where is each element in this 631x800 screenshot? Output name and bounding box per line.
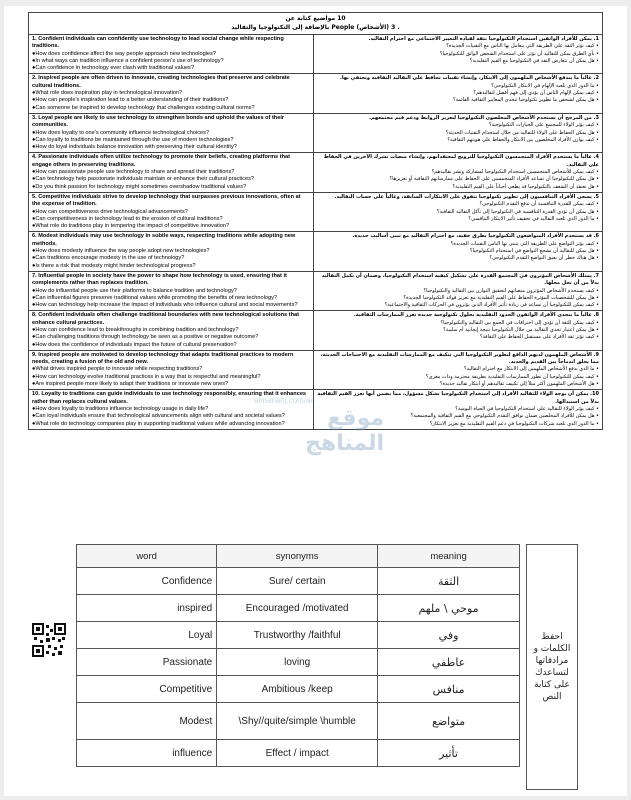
- topic-question-arabic: • كيف يؤثر الولاء للمجتمع على الخيارات التكنولوجية؟: [488, 122, 599, 129]
- topic-question-arabic: • كيف يمكن للأشخاص المتحمسين استخدام التكنولوجيا لمشاركة ونشر تقاليدهم؟: [431, 169, 599, 176]
- topic-statement: 6. Modest individuals may use technology in subtle ways, respecting traditions while adopting new methods.: [32, 233, 296, 247]
- topic-statement: 8. Confident individuals often challenge traditional boundaries with new technological solutions that enhance cultural practices.: [32, 312, 299, 326]
- vocab-synonyms: Sure/ certain: [217, 568, 378, 595]
- topic-question-arabic: • كيف يوازن الأفراد المخلصون بين الابتكار والحفاظ على هويتهم الثقافية؟: [447, 136, 599, 143]
- topic-question-arabic: • هل يمكن أن تؤدي القدرة التنافسية في التكنولوجيا إلى تآكل التقاليد الثقافية؟: [436, 208, 599, 215]
- vocab-synonyms: Trustworthy /faithful: [217, 622, 378, 649]
- topic-statement-arabic: 9. الأشخاص الملهمون لديهم الدافع لتطوير التكنولوجيا التي تتكيف مع الممارسات التقليدية مع الاحتياجات الحديثة، مما يخلق اندماجاً بين القديم والجديد.: [320, 351, 599, 366]
- vocabulary-table: [76, 544, 520, 767]
- topic-question-arabic: • هل هناك خطر أن يعيق التواضع التقدم التكنولوجي؟: [489, 255, 599, 262]
- vocab-word: Loyal: [77, 622, 217, 649]
- topic-statement-arabic: 7. يمتلك الأشخاص المؤثرون في المجتمع القدرة على تشكيل كيفية استخدام التكنولوجيا، وضمان أن تكمل التقاليد بدلاً من أن تحل محلها.: [321, 272, 599, 287]
- vocab-meaning: عاطفي: [378, 649, 520, 676]
- topic-english-cell: [29, 390, 314, 428]
- topic-arabic-cell: [314, 351, 602, 389]
- vocab-meaning: الثقة: [378, 568, 520, 595]
- topic-question: ●What role do traditions play in tempering the impact of competitive innovation?: [32, 223, 230, 230]
- topic-question: ●Can loyalty to traditions be maintained through the use of modern technologies?: [32, 136, 234, 143]
- topic-english-cell: [29, 35, 314, 73]
- topic-arabic-cell: [314, 272, 602, 310]
- topic-row: [29, 232, 602, 271]
- topic-question: ●Can influential figures preserve traditional values while promoting the benefits of new technology?: [32, 294, 277, 301]
- topic-english-cell: [29, 232, 314, 270]
- topic-row: [29, 74, 602, 113]
- topic-statement: 2. Inspired people are often driven to innovate, creating technologies that preserve and celebrate cultural traditions.: [32, 75, 290, 89]
- topic-question-arabic: • هل يمكن للتقاليد أن تشجع التواضع في استخدام التكنولوجيا؟: [469, 248, 599, 255]
- topic-statement: 10. Loyalty to traditions can guide individuals to use technology responsibly, ensuring that it enhances rather than replaces cultural values.: [32, 391, 307, 405]
- topic-statement: 9. Inspired people are motivated to develop technology that adapts traditional practices to modern needs, creating a fusion of the old and new.: [32, 351, 294, 366]
- vocab-synonyms: \Shy//quite/simple \humble: [217, 703, 378, 740]
- topic-english-cell: [29, 153, 314, 191]
- memorize-note-box: [526, 544, 578, 790]
- vocab-row: [77, 568, 520, 595]
- topic-question-arabic: • هل الأشخاص الملهمون أكثر ميلاً إلى تكييف تقاليدهم أو ابتكار تقاليد جديدة؟: [439, 381, 599, 388]
- topic-statement-arabic: 8. غالباً ما يتحدى الأفراد الواثقون الحدود التقليدية بحلول تكنولوجية جديدة تعزز الممارسات الثقافية.: [353, 312, 599, 319]
- title-line-1: 10 مواضيع كتابة عن: [285, 15, 346, 22]
- topic-question: ●Can challenging traditions through technology be seen as a positive or negative outcome?: [32, 334, 259, 341]
- topic-english-cell: [29, 74, 314, 112]
- topic-question-arabic: • كيف يمكن لإلهام الناس أن يؤدي إلى فهم أفضل لتقاليدهم؟: [473, 90, 599, 97]
- topic-question-arabic: • هل يمكن اعتبار تحدي التقاليد من خلال التكنولوجيا نتيجة إيجابية أم سلبية؟: [443, 326, 599, 333]
- vocab-meaning: منافس: [378, 676, 520, 703]
- vocab-word: inspired: [77, 595, 217, 622]
- topic-question-arabic: • كيف يمكن للتكنولوجيا أن تطور الممارسات التقليدية بطريقة محترمة وذات مغزى؟: [425, 373, 599, 380]
- topic-statement-arabic: 10. يمكن أن يوجه الولاء للتقاليد الأفراد إلى استخدام التكنولوجيا بشكل مسؤول، مما يضمن أنها تعزز القيم الثقافية بدلاً من استبدالها.: [317, 391, 599, 405]
- qr-code-icon: [32, 623, 66, 657]
- topic-question: ●Do you think passion for technology might sometimes overshadow traditional values?: [32, 183, 247, 190]
- vocab-word: Modest: [77, 703, 217, 740]
- vocab-header-row: [77, 545, 520, 568]
- vocab-word: Competitive: [77, 676, 217, 703]
- worksheet-page: [4, 6, 627, 796]
- topic-question-arabic: • ما الدور الذي تلعبه التقاليد في تخفيف تأثير الابتكار التنافسي؟: [468, 215, 599, 222]
- topic-statement-arabic: 2. غالباً ما يندفع الأشخاص الملهمون إلى الابتكار، وإنشاء تقنيات تحافظ على التقاليد الثقافية وتحتفي بها.: [339, 75, 599, 82]
- topic-statement-arabic: 6. قد يستخدم الأفراد المتواضعون التكنولوجيا بطرق خفية، مع احترام التقاليد مع تبني أساليب جديدة.: [352, 233, 599, 240]
- topic-english-cell: [29, 193, 314, 231]
- topic-statement: 1. Confident individuals can confidently use technology to lead social change while respecting traditions.: [32, 36, 284, 50]
- topic-row: [29, 153, 602, 192]
- topic-english-cell: [29, 311, 314, 349]
- topic-question: ●How do influential people use their platforms to balance tradition and technology?: [32, 287, 237, 294]
- topic-question-arabic: • كيف يمكن للثقة أن تؤدي إلى اختراقات في الجمع بين التقاليد والتكنولوجيا؟: [440, 319, 599, 326]
- topic-question: ●What drives inspired people to innovate while respecting traditions?: [32, 366, 203, 373]
- topic-question: ●How can technology help increase the impact of individuals who influence cultural and social movements?: [32, 302, 298, 309]
- vocab-row: [77, 703, 520, 740]
- topic-english-cell: [29, 351, 314, 389]
- topic-question: ●Can loyal individuals ensure that technological advancements align with cultural and societal values?: [32, 413, 285, 420]
- topic-question: ●How does confidence affect the way people approach new technologies?: [32, 50, 216, 57]
- topic-question: ●Is there a risk that modesty might hinder technological progress?: [32, 262, 196, 269]
- topic-row: [29, 114, 602, 153]
- vocab-synonyms: Ambitious /keep: [217, 676, 378, 703]
- vocab-word: Passionate: [77, 649, 217, 676]
- header-synonyms: synonyms: [217, 545, 378, 568]
- vocab-synonyms: loving: [217, 649, 378, 676]
- vocab-synonyms: Effect / impact: [217, 740, 378, 767]
- topic-question: ●How can technology evolve traditional practices in a way that is respectful and meaningful?: [32, 373, 261, 380]
- topic-row: [29, 351, 602, 390]
- topic-question: ●Can confidence in technology ever clash with traditional values?: [32, 65, 194, 72]
- topic-question: ●How can passionate people use technology to share and spread their traditions?: [32, 169, 235, 176]
- vocab-synonyms: Encouraged /motivated: [217, 595, 378, 622]
- topic-statement: 4. Passionate individuals often utilize technology to promote their beliefs, creating platforms that engage others in preserving traditions.: [32, 154, 290, 168]
- topic-english-cell: [29, 114, 314, 152]
- topic-statement: 5. Competitive individuals strive to develop technology that surpasses previous innovations, often at the expense of tradition.: [32, 193, 301, 208]
- topic-question: ●How can competitiveness drive technological advancements?: [32, 208, 188, 215]
- topic-question-arabic: • كيف يستخدم الأشخاص المؤثرون منصاتهم لتحقيق التوازن بين التقاليد والتكنولوجيا؟: [423, 287, 599, 294]
- vocab-meaning: موحي \ ملهم: [378, 595, 520, 622]
- topic-statement-arabic: 4. غالباً ما يستخدم الأفراد المتحمسون التكنولوجيا للترويج لمعتقداتهم، وإنشاء منصات تشرك الآخرين في الحفاظ على التقاليد.: [323, 154, 599, 168]
- topic-question-arabic: • هل تعتقد أن الشغف بالتكنولوجيا قد يطغى أحياناً على القيم التقليدية؟: [452, 183, 599, 190]
- topic-question-arabic: • ما الدور الذي يلعبه الإلهام في الابتكار التكنولوجي؟: [491, 82, 599, 89]
- topic-arabic-cell: [314, 74, 602, 112]
- topic-question-arabic: • هل يمكن للتكنولوجيا أن تساعد الأفراد المتحمسين على الحفاظ على ممارساتهم الثقافية أو تعزيزها؟: [389, 176, 599, 183]
- memorize-note-text: احفظ الكلمات و مرادفاتها لتساعدك على كتابة النص: [533, 632, 571, 702]
- vocab-word: Confidence: [77, 568, 217, 595]
- topic-english-cell: [29, 272, 314, 310]
- topic-question: ●Can someone be inspired to develop technology that challenges existing cultural norms?: [32, 104, 255, 111]
- topic-question-arabic: • هل يمكن الحفاظ على الولاء للتقاليد من خلال استخدام التقنيات الحديثة؟: [445, 129, 599, 136]
- vocab-row: [77, 622, 520, 649]
- topic-question-arabic: • هل يمكن للأفراد المخلصين ضمان توافق التقدم التكنولوجي مع القيم الثقافية والمجتمعية؟: [410, 413, 599, 420]
- topic-question: ●What role do technology companies play in supporting traditional values while advancing innovation?: [32, 420, 285, 427]
- topic-arabic-cell: [314, 35, 602, 73]
- topic-arabic-cell: [314, 153, 602, 191]
- topic-question: ●How can people's inspiration lead to a better understanding of their traditions?: [32, 97, 229, 104]
- topic-question-arabic: • كيف تؤثر الثقة على الطريقة التي يتعامل بها الناس مع التقنيات الجديدة؟: [446, 43, 599, 50]
- vocab-row: [77, 649, 520, 676]
- header-meaning: meaning: [378, 545, 520, 568]
- topic-question-arabic: • هل يمكن للشخصيات المؤثرة الحفاظ على القيم التقليدية مع تعزيز فوائد التكنولوجيا الجديدة؟: [403, 294, 599, 301]
- topic-question-arabic: • هل يمكن لشخص ما تطوير تكنولوجيا تتحدى المعايير الثقافية القائمة؟: [452, 97, 599, 104]
- vocab-row: [77, 676, 520, 703]
- topic-question-arabic: • هل يمكن أن تتعارض الثقة في التكنولوجيا مع القيم التقليدية؟: [469, 57, 599, 64]
- topic-question: ●In what ways can tradition influence a confident person's use of technology?: [32, 57, 224, 64]
- topic-question: ●Can technology help passionate individuals maintain or enhance their cultural practices?: [32, 176, 254, 183]
- topic-question-arabic: • كيف يمكن للتكنولوجيا أن تساعد في زيادة تأثير الأفراد الذين يؤثرون في الحركات الثقافية والاجتماعية؟: [384, 302, 599, 309]
- topic-question-arabic: • كيف يؤثر الولاء للتقاليد على استخدام التكنولوجيا في الحياة اليومية؟: [455, 405, 599, 412]
- topic-question-arabic: • ما الذي يدفع الأشخاص الملهمين إلى الابتكار مع احترام التقاليد؟: [463, 366, 599, 373]
- topic-statement-arabic: 5. يسعى الأفراد التنافسيون إلى تطوير تكنولوجيا تتفوق على الابتكارات السابقة، وغالباً على حساب التقاليد.: [334, 193, 599, 200]
- topic-question-arabic: • بأي الطرق يمكن للتقاليد أن تؤثر على استخدام الشخص الواثق للتكنولوجيا؟: [439, 50, 599, 57]
- topic-question-arabic: • كيف تؤثر ثقة الأفراد على مستقبل الحفاظ على الثقافة؟: [479, 334, 599, 341]
- topic-row: [29, 35, 602, 74]
- topic-row: [29, 311, 602, 350]
- topic-question: ●How does loyalty to one's community influence technological choices?: [32, 129, 210, 136]
- topic-row: [29, 390, 602, 428]
- topic-row: [29, 193, 602, 232]
- watermark-name: موقع المناهج: [305, 406, 384, 456]
- topic-question-arabic: • ما الدور الذي تلعبه شركات التكنولوجيا في دعم القيم التقليدية مع تعزيز الابتكار؟: [429, 420, 599, 427]
- topic-question: ●Can traditions encourage modesty in the use of technology?: [32, 255, 185, 262]
- topic-arabic-cell: [314, 390, 602, 428]
- writing-topics-table: [28, 12, 603, 430]
- topic-question-arabic: • كيف يؤثر التواضع على الطريقة التي يتبنى بها الناس التقنيات الجديدة؟: [450, 240, 599, 247]
- topic-question: ●How can confidence lead to breakthroughs in combining tradition and technology?: [32, 326, 239, 333]
- topic-statement-arabic: 3. من المرجح أن يستخدم الأشخاص المخلصون التكنولوجيا لتعزيز الروابط ودعم قيم مجتمعهم.: [369, 114, 599, 121]
- header-word: word: [77, 545, 217, 568]
- table-title: [29, 13, 602, 35]
- watermark-url: almanahj.com/ae: [254, 396, 315, 405]
- topic-question: ●What role does inspiration play in technological innovation?: [32, 90, 183, 97]
- topic-question: ●Can competitiveness in technology lead to the erosion of cultural traditions?: [32, 215, 223, 222]
- topic-row: [29, 272, 602, 311]
- topic-question-arabic: • كيف يمكن للقدرة التنافسية أن تدفع التقدم التكنولوجي؟: [479, 201, 599, 208]
- topic-question: ●Are inspired people more likely to adapt their traditions or innovate new ones?: [32, 381, 229, 388]
- topic-arabic-cell: [314, 232, 602, 270]
- topic-statement-arabic: 1. يمكن للأفراد الواثقين استخدام التكنولوجيا بثقة لقيادة التغيير الاجتماعي مع احترام التقاليد.: [368, 36, 599, 42]
- topic-statement: 7. Influential people in society have the power to shape how technology is used, ensuring that it complements rather than replaces tradition.: [32, 272, 287, 287]
- topic-question: ●How does loyalty to traditions influence technology usage in daily life?: [32, 405, 209, 412]
- topic-question: ●How do loyal individuals balance innovation with preserving their cultural identity?: [32, 144, 237, 151]
- vocab-row: [77, 740, 520, 767]
- topic-arabic-cell: [314, 114, 602, 152]
- topic-question: ●How does the confidence of individuals impact the future of cultural preservation?: [32, 341, 237, 348]
- topic-arabic-cell: [314, 311, 602, 349]
- vocab-meaning: تأثير: [378, 740, 520, 767]
- vocab-row: [77, 595, 520, 622]
- vocab-meaning: وفي: [378, 622, 520, 649]
- topic-question: ●How does modesty influence the way people adopt new technologies?: [32, 248, 210, 255]
- vocab-meaning: متواضع: [378, 703, 520, 740]
- topic-statement: 3. Loyal people are likely to use technology to strengthen bonds and uphold the values of their communities.: [32, 114, 285, 129]
- title-line-2: . 3 (الأشخاص) People بالإضافة إلى التكنولوجيا والتقاليد: [231, 24, 400, 31]
- vocab-word: influence: [77, 740, 217, 767]
- topic-arabic-cell: [314, 193, 602, 231]
